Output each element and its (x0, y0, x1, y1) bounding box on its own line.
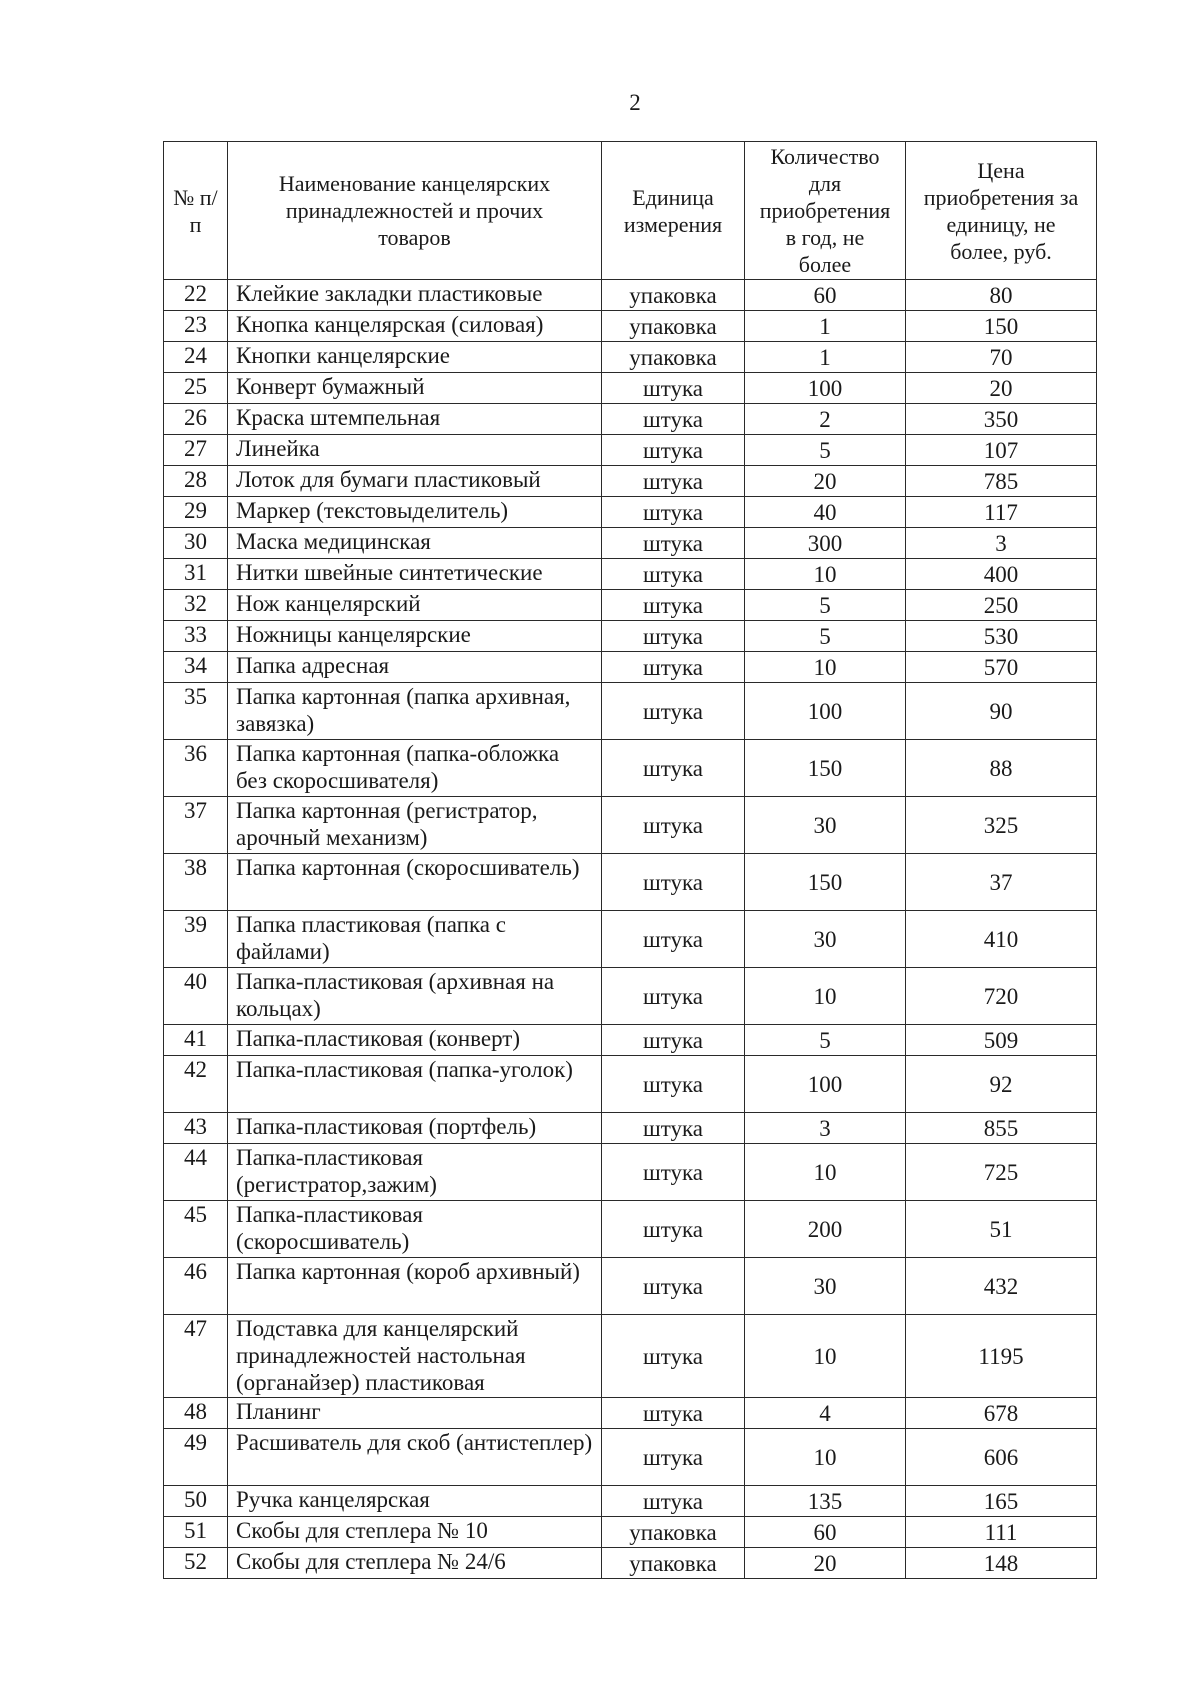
cell-price: 92 (906, 1056, 1097, 1113)
cell-name: Ручка канцелярская (228, 1486, 602, 1517)
cell-qty: 10 (745, 559, 906, 590)
cell-name: Конверт бумажный (228, 373, 602, 404)
cell-num: 47 (164, 1315, 228, 1398)
cell-unit: штука (602, 435, 745, 466)
table-row (164, 1201, 1097, 1258)
goods-table (163, 141, 1097, 1579)
cell-unit: штука (602, 1144, 745, 1201)
cell-name: Скобы для степлера № 10 (228, 1517, 602, 1548)
cell-name: Папка картонная (папка архивная, завязка) (228, 683, 602, 740)
cell-name: Папка-пластиковая (архивная на кольцах) (228, 968, 602, 1025)
cell-unit: штука (602, 740, 745, 797)
cell-unit: упаковка (602, 280, 745, 311)
table-row (164, 1315, 1097, 1398)
cell-name: Лоток для бумаги пластиковый (228, 466, 602, 497)
cell-price: 111 (906, 1517, 1097, 1548)
header-qty: Количество для приобретения в год, не более (745, 142, 906, 280)
cell-unit: штука (602, 1025, 745, 1056)
cell-qty: 30 (745, 797, 906, 854)
table-row (164, 466, 1097, 497)
cell-num: 39 (164, 911, 228, 968)
table-row (164, 497, 1097, 528)
cell-price: 1195 (906, 1315, 1097, 1398)
cell-num: 51 (164, 1517, 228, 1548)
cell-unit: штука (602, 1398, 745, 1429)
cell-name: Скобы для степлера № 24/6 (228, 1548, 602, 1579)
cell-name: Папка картонная (папка-обложка без скоросшивателя) (228, 740, 602, 797)
table-row (164, 652, 1097, 683)
cell-qty: 10 (745, 1429, 906, 1486)
cell-price: 410 (906, 911, 1097, 968)
table-row (164, 590, 1097, 621)
cell-qty: 135 (745, 1486, 906, 1517)
cell-name: Краска штемпельная (228, 404, 602, 435)
cell-qty: 1 (745, 342, 906, 373)
cell-unit: штука (602, 590, 745, 621)
cell-num: 28 (164, 466, 228, 497)
cell-name: Папка-пластиковая (конверт) (228, 1025, 602, 1056)
cell-qty: 1 (745, 311, 906, 342)
table-row (164, 435, 1097, 466)
cell-name: Папка пластиковая (папка с файлами) (228, 911, 602, 968)
table-row (164, 280, 1097, 311)
table-row (164, 1517, 1097, 1548)
cell-name: Папка картонная (скоросшиватель) (228, 854, 602, 911)
cell-price: 325 (906, 797, 1097, 854)
page-number: 2 (629, 90, 641, 115)
table-body (164, 280, 1097, 1579)
cell-qty: 150 (745, 740, 906, 797)
cell-qty: 4 (745, 1398, 906, 1429)
cell-qty: 10 (745, 968, 906, 1025)
cell-qty: 3 (745, 1113, 906, 1144)
cell-num: 46 (164, 1258, 228, 1315)
cell-qty: 20 (745, 1548, 906, 1579)
table-row (164, 373, 1097, 404)
cell-unit: штука (602, 968, 745, 1025)
cell-num: 44 (164, 1144, 228, 1201)
cell-price: 570 (906, 652, 1097, 683)
cell-name: Кнопки канцелярские (228, 342, 602, 373)
table-row (164, 1144, 1097, 1201)
cell-num: 35 (164, 683, 228, 740)
cell-name: Ножницы канцелярские (228, 621, 602, 652)
cell-num: 25 (164, 373, 228, 404)
cell-unit: штука (602, 1113, 745, 1144)
cell-num: 36 (164, 740, 228, 797)
cell-price: 37 (906, 854, 1097, 911)
cell-name: Папка-пластиковая (папка-уголок) (228, 1056, 602, 1113)
header-num: № п/п (164, 142, 228, 280)
cell-num: 24 (164, 342, 228, 373)
cell-price: 20 (906, 373, 1097, 404)
cell-name: Папка-пластиковая (регистратор,зажим) (228, 1144, 602, 1201)
cell-price: 720 (906, 968, 1097, 1025)
cell-unit: упаковка (602, 342, 745, 373)
cell-qty: 20 (745, 466, 906, 497)
cell-price: 432 (906, 1258, 1097, 1315)
cell-num: 26 (164, 404, 228, 435)
cell-unit: штука (602, 559, 745, 590)
cell-price: 150 (906, 311, 1097, 342)
cell-qty: 100 (745, 373, 906, 404)
cell-num: 42 (164, 1056, 228, 1113)
cell-num: 45 (164, 1201, 228, 1258)
cell-qty: 30 (745, 1258, 906, 1315)
cell-qty: 150 (745, 854, 906, 911)
cell-name: Расшиватель для скоб (антистеплер) (228, 1429, 602, 1486)
cell-name: Нитки швейные синтетические (228, 559, 602, 590)
cell-price: 678 (906, 1398, 1097, 1429)
table-row (164, 528, 1097, 559)
cell-num: 30 (164, 528, 228, 559)
cell-price: 250 (906, 590, 1097, 621)
cell-unit: штука (602, 1056, 745, 1113)
table-row (164, 1113, 1097, 1144)
table-row (164, 1025, 1097, 1056)
table-row (164, 1056, 1097, 1113)
cell-num: 49 (164, 1429, 228, 1486)
cell-price: 70 (906, 342, 1097, 373)
table-row (164, 404, 1097, 435)
cell-name: Маска медицинская (228, 528, 602, 559)
table-header-row (164, 142, 1097, 280)
cell-name: Планинг (228, 1398, 602, 1429)
cell-num: 43 (164, 1113, 228, 1144)
cell-unit: штука (602, 1258, 745, 1315)
cell-price: 785 (906, 466, 1097, 497)
table-row (164, 1486, 1097, 1517)
header-name: Наименование канцелярских принадлежностей и прочих товаров (228, 142, 602, 280)
cell-name: Папка-пластиковая (скоросшиватель) (228, 1201, 602, 1258)
cell-name: Линейка (228, 435, 602, 466)
cell-num: 27 (164, 435, 228, 466)
table-row (164, 740, 1097, 797)
cell-name: Подставка для канцелярский принадлежностей настольная (органайзер) пластиковая (228, 1315, 602, 1398)
cell-price: 80 (906, 280, 1097, 311)
cell-price: 530 (906, 621, 1097, 652)
cell-qty: 5 (745, 590, 906, 621)
cell-num: 29 (164, 497, 228, 528)
table-row (164, 683, 1097, 740)
cell-unit: штука (602, 404, 745, 435)
cell-num: 40 (164, 968, 228, 1025)
table-row (164, 1548, 1097, 1579)
cell-unit: упаковка (602, 311, 745, 342)
cell-unit: штука (602, 854, 745, 911)
cell-num: 32 (164, 590, 228, 621)
table-row (164, 342, 1097, 373)
cell-unit: штука (602, 1486, 745, 1517)
cell-qty: 60 (745, 280, 906, 311)
table-row (164, 311, 1097, 342)
cell-price: 51 (906, 1201, 1097, 1258)
table-row (164, 797, 1097, 854)
cell-qty: 100 (745, 1056, 906, 1113)
cell-num: 22 (164, 280, 228, 311)
table-row (164, 911, 1097, 968)
table-row (164, 854, 1097, 911)
table-row (164, 1398, 1097, 1429)
cell-unit: упаковка (602, 1548, 745, 1579)
cell-unit: штука (602, 1315, 745, 1398)
cell-unit: штука (602, 373, 745, 404)
cell-name: Папка картонная (регистратор, арочный механизм) (228, 797, 602, 854)
cell-num: 31 (164, 559, 228, 590)
cell-price: 88 (906, 740, 1097, 797)
cell-qty: 10 (745, 1144, 906, 1201)
cell-unit: штука (602, 1201, 745, 1258)
cell-num: 37 (164, 797, 228, 854)
cell-qty: 10 (745, 1315, 906, 1398)
cell-price: 90 (906, 683, 1097, 740)
cell-price: 3 (906, 528, 1097, 559)
cell-price: 725 (906, 1144, 1097, 1201)
cell-num: 34 (164, 652, 228, 683)
cell-unit: штука (602, 528, 745, 559)
cell-unit: штука (602, 1429, 745, 1486)
cell-unit: штука (602, 466, 745, 497)
cell-price: 606 (906, 1429, 1097, 1486)
cell-qty: 5 (745, 1025, 906, 1056)
cell-name: Папка-пластиковая (портфель) (228, 1113, 602, 1144)
cell-num: 48 (164, 1398, 228, 1429)
cell-unit: штука (602, 621, 745, 652)
cell-unit: штука (602, 683, 745, 740)
cell-unit: упаковка (602, 1517, 745, 1548)
cell-price: 107 (906, 435, 1097, 466)
cell-qty: 5 (745, 621, 906, 652)
cell-qty: 100 (745, 683, 906, 740)
cell-num: 23 (164, 311, 228, 342)
cell-num: 38 (164, 854, 228, 911)
cell-price: 400 (906, 559, 1097, 590)
cell-qty: 10 (745, 652, 906, 683)
cell-unit: штука (602, 497, 745, 528)
cell-unit: штука (602, 652, 745, 683)
cell-unit: штука (602, 797, 745, 854)
header-unit: Единица измерения (602, 142, 745, 280)
table-row (164, 621, 1097, 652)
cell-num: 50 (164, 1486, 228, 1517)
table-row (164, 559, 1097, 590)
cell-qty: 30 (745, 911, 906, 968)
cell-num: 41 (164, 1025, 228, 1056)
cell-price: 117 (906, 497, 1097, 528)
cell-price: 350 (906, 404, 1097, 435)
cell-name: Нож канцелярский (228, 590, 602, 621)
cell-price: 509 (906, 1025, 1097, 1056)
header-price: Цена приобретения за единицу, не более, руб. (906, 142, 1097, 280)
cell-qty: 200 (745, 1201, 906, 1258)
cell-qty: 40 (745, 497, 906, 528)
cell-name: Папка картонная (короб архивный) (228, 1258, 602, 1315)
cell-qty: 60 (745, 1517, 906, 1548)
cell-unit: штука (602, 911, 745, 968)
cell-qty: 300 (745, 528, 906, 559)
cell-name: Папка адресная (228, 652, 602, 683)
cell-name: Маркер (текстовыделитель) (228, 497, 602, 528)
cell-name: Клейкие закладки пластиковые (228, 280, 602, 311)
table-row (164, 1258, 1097, 1315)
cell-price: 855 (906, 1113, 1097, 1144)
cell-price: 165 (906, 1486, 1097, 1517)
cell-qty: 5 (745, 435, 906, 466)
cell-price: 148 (906, 1548, 1097, 1579)
table-row (164, 1429, 1097, 1486)
table-row (164, 968, 1097, 1025)
cell-name: Кнопка канцелярская (силовая) (228, 311, 602, 342)
cell-num: 33 (164, 621, 228, 652)
cell-num: 52 (164, 1548, 228, 1579)
cell-qty: 2 (745, 404, 906, 435)
